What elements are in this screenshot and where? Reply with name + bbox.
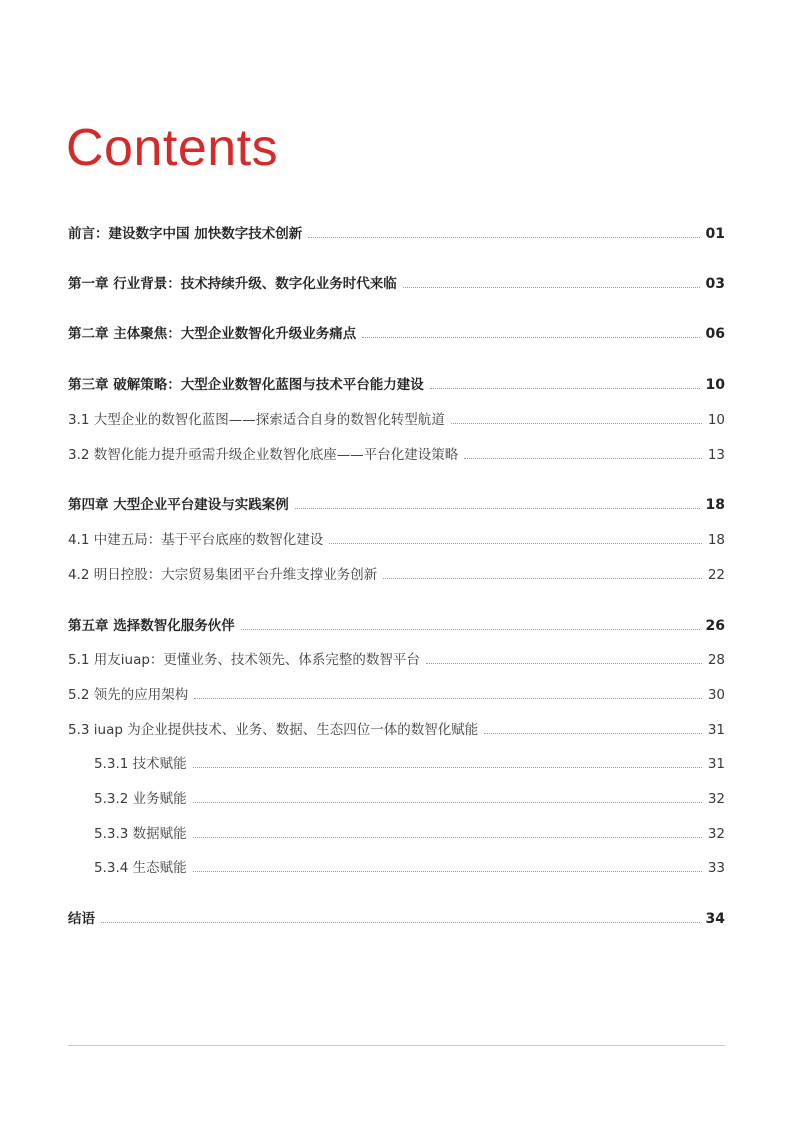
dot-leader: [362, 337, 699, 338]
toc-entry-label: 5.3.4 生态赋能: [94, 860, 187, 876]
toc-entry-section-3-2[interactable]: [68, 445, 725, 465]
dot-leader: [193, 837, 702, 838]
toc-entry-label: 5.3.3 数据赋能: [94, 826, 187, 842]
toc-entry-chapter-1[interactable]: [68, 274, 725, 294]
toc-entry-preface[interactable]: [68, 224, 725, 244]
toc-entry-page: 32: [707, 791, 725, 807]
dot-leader: [194, 698, 702, 699]
toc-entry-label: 4.1 中建五局：基于平台底座的数智化建设: [68, 532, 324, 548]
toc-entry-label: 5.3.1 技术赋能: [94, 756, 187, 772]
toc-entry-label: 第五章 选择数智化服务伙伴: [68, 618, 235, 634]
toc-entry-page: 10: [707, 412, 725, 428]
toc-entry-label: 第四章 大型企业平台建设与实践案例: [68, 497, 289, 513]
toc-entry-label: 前言：建设数字中国 加快数字技术创新: [68, 226, 303, 242]
toc-entry-section-5-1[interactable]: [68, 650, 725, 670]
toc-entry-label: 结语: [68, 911, 95, 927]
toc-entry-label: 5.1 用友iuap：更懂业务、技术领先、体系完整的数智平台: [68, 652, 420, 668]
dot-leader: [329, 543, 702, 544]
dot-leader: [383, 578, 702, 579]
dot-leader: [430, 388, 700, 389]
toc-entry-page: 01: [705, 226, 725, 242]
dot-leader: [308, 237, 699, 238]
dot-leader: [193, 871, 702, 872]
toc-entry-page: 30: [707, 687, 725, 703]
toc-entry-section-5-3-1[interactable]: [94, 754, 725, 774]
toc-entry-chapter-4[interactable]: [68, 495, 725, 515]
toc-entry-page: 28: [707, 652, 725, 668]
toc-entry-label: 4.2 明日控股：大宗贸易集团平台升维支撑业务创新: [68, 567, 378, 583]
dot-leader: [464, 458, 702, 459]
toc-entry-label: 3.1 大型企业的数智化蓝图——探索适合自身的数智化转型航道: [68, 412, 445, 428]
dot-leader: [295, 508, 700, 509]
toc-entry-section-5-3-2[interactable]: [94, 789, 725, 809]
toc-entry-page: 03: [705, 276, 725, 292]
toc-entry-page: 34: [705, 911, 725, 927]
dot-leader: [193, 802, 702, 803]
toc-entry-label: 3.2 数智化能力提升亟需升级企业数智化底座——平台化建设策略: [68, 447, 459, 463]
toc-entry-label: 5.3.2 业务赋能: [94, 791, 187, 807]
dot-leader: [241, 629, 700, 630]
toc-entry-label: 5.2 领先的应用架构: [68, 687, 189, 703]
dot-leader: [484, 733, 702, 734]
toc-entry-label: 第三章 破解策略：大型企业数智化蓝图与技术平台能力建设: [68, 377, 424, 393]
toc-entry-chapter-3[interactable]: [68, 375, 725, 395]
toc-entry-page: 26: [705, 618, 725, 634]
toc-entry-page: 22: [707, 567, 725, 583]
toc-entry-page: 18: [707, 532, 725, 548]
toc-entry-section-4-1[interactable]: [68, 530, 725, 550]
dot-leader: [403, 287, 700, 288]
toc-entry-section-5-3-3[interactable]: [94, 824, 725, 844]
footer-divider: [68, 1045, 725, 1046]
dot-leader: [426, 663, 702, 664]
dot-leader: [193, 767, 702, 768]
toc-entry-section-5-3[interactable]: [68, 720, 725, 740]
toc-entry-label: 第一章 行业背景：技术持续升级、数字化业务时代来临: [68, 276, 397, 292]
toc-entry-section-4-2[interactable]: [68, 565, 725, 585]
toc-entry-page: 31: [707, 756, 725, 772]
page-title: Contents: [66, 119, 279, 177]
toc-entry-page: 33: [707, 860, 725, 876]
toc-entry-page: 10: [705, 377, 725, 393]
toc-entry-section-3-1[interactable]: [68, 410, 725, 430]
toc-entry-chapter-2[interactable]: [68, 324, 725, 344]
toc-entry-page: 06: [705, 326, 725, 342]
toc-entry-chapter-5[interactable]: [68, 616, 725, 636]
toc-entry-page: 32: [707, 826, 725, 842]
toc-entry-label: 5.3 iuap 为企业提供技术、业务、数据、生态四位一体的数智化赋能: [68, 722, 479, 738]
dot-leader: [451, 423, 702, 424]
toc-entry-section-5-2[interactable]: [68, 685, 725, 705]
toc-entry-label: 第二章 主体聚焦：大型企业数智化升级业务痛点: [68, 326, 357, 342]
toc-entry-page: 31: [707, 722, 725, 738]
toc-entry-page: 18: [705, 497, 725, 513]
toc-entry-section-5-3-4[interactable]: [94, 858, 725, 878]
toc-entry-conclusion[interactable]: [68, 909, 725, 929]
toc-entry-page: 13: [707, 447, 725, 463]
dot-leader: [101, 922, 700, 923]
